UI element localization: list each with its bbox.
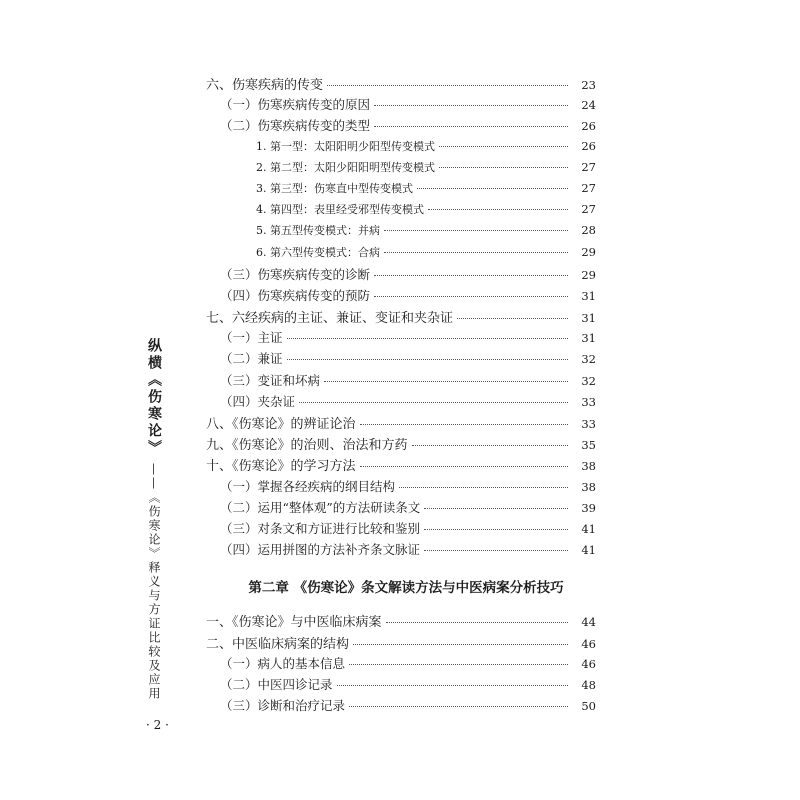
toc-entry-label: （一）掌握各经疾病的纲目结构: [220, 478, 396, 494]
toc-entry[interactable]: [206, 675, 596, 696]
toc-entry[interactable]: [206, 633, 596, 654]
leader-dots: [384, 230, 568, 231]
leader-dots: [349, 664, 568, 665]
leader-dots: [417, 188, 568, 189]
leader-dots: [324, 381, 568, 382]
toc-entry[interactable]: [206, 74, 596, 95]
toc-entry-label: 一、《伤寒论》与中医临床病案: [206, 615, 382, 631]
toc-entry-label: （一）主证: [220, 330, 283, 346]
toc-entry-page: 50: [581, 699, 596, 714]
toc-entry-page: 32: [581, 352, 596, 367]
toc-entry-page: 39: [581, 500, 596, 515]
toc-entry[interactable]: [206, 307, 596, 328]
toc-entry[interactable]: [206, 392, 596, 413]
toc-entry-page: 33: [581, 417, 596, 431]
toc-entry-label: 5. 第五型传变模式：并病: [256, 224, 380, 238]
book-title: 纵横《伤寒论》: [146, 338, 162, 457]
leader-dots: [287, 338, 568, 339]
toc-entry[interactable]: [206, 159, 596, 180]
leader-dots: [337, 685, 568, 686]
leader-dots: [439, 146, 568, 147]
leader-dots: [353, 644, 568, 645]
toc-entry-page: 31: [581, 288, 596, 303]
leader-dots: [386, 622, 568, 623]
book-spine-title: [146, 338, 162, 701]
page-number: · 2 ·: [146, 718, 169, 732]
book-subtitle: ——《伤寒论》释义与方证比较及应用: [147, 463, 161, 701]
toc-entry[interactable]: [206, 95, 596, 116]
toc-entry-label: （一）伤寒疾病传变的原因: [220, 97, 371, 113]
toc-entry-label: 3. 第三型：伤寒直中型传变模式: [256, 181, 413, 195]
leader-dots: [287, 359, 568, 360]
table-of-contents: [206, 74, 596, 717]
toc-section-2: [206, 611, 596, 717]
toc-entry-label: 二、中医临床病案的结构: [206, 636, 350, 652]
toc-entry-label: 六、伤寒疾病的传变: [206, 78, 324, 93]
leader-dots: [384, 252, 568, 253]
leader-dots: [439, 167, 568, 168]
toc-entry[interactable]: [206, 116, 596, 137]
toc-entry[interactable]: [206, 498, 596, 519]
toc-entry-page: 27: [581, 202, 596, 217]
toc-entry-label: （一）病人的基本信息: [220, 655, 346, 671]
toc-entry-label: （二）运用“整体观”的方法研读条文: [220, 499, 421, 515]
toc-entry-page: 29: [581, 244, 596, 259]
toc-entry-page: 27: [581, 159, 596, 174]
toc-entry[interactable]: [206, 286, 596, 307]
toc-entry-label: （二）中医四诊记录: [220, 676, 333, 692]
toc-entry-label: 七、六经疾病的主证、兼证、变证和夹杂证: [206, 311, 454, 327]
leader-dots: [412, 445, 568, 446]
toc-entry-page: 31: [581, 311, 596, 326]
toc-entry[interactable]: [206, 611, 596, 632]
toc-entry-page: 38: [581, 459, 596, 474]
leader-dots: [327, 85, 568, 86]
leader-dots: [374, 296, 568, 297]
toc-entry-page: 46: [581, 656, 596, 671]
toc-entry-label: 1. 第一型：太阳阳明少阳型传变模式: [256, 139, 435, 153]
toc-entry-page: 24: [581, 98, 596, 113]
toc-entry[interactable]: [206, 265, 596, 286]
toc-entry-label: （三）伤寒疾病传变的诊断: [220, 266, 371, 282]
leader-dots: [424, 529, 568, 530]
toc-entry-label: （二）伤寒疾病传变的类型: [220, 118, 371, 134]
toc-entry-label: （三）诊断和治疗记录: [220, 698, 346, 714]
toc-entry[interactable]: [206, 434, 596, 455]
chapter-heading: 第二章 《伤寒论》条文解读方法与中医病案分析技巧: [248, 580, 564, 597]
leader-dots: [374, 275, 568, 276]
toc-section-1: [206, 74, 596, 561]
leader-dots: [399, 487, 568, 488]
toc-entry-page: 48: [581, 677, 596, 692]
leader-dots: [457, 318, 568, 319]
toc-entry-label: （三）变证和坏病: [220, 372, 321, 388]
leader-dots: [374, 126, 568, 127]
toc-entry-page: 29: [581, 267, 596, 282]
toc-entry[interactable]: [206, 138, 596, 159]
toc-entry-label: （四）运用拼图的方法补齐条文脉证: [220, 542, 421, 558]
leader-dots: [424, 508, 568, 509]
toc-entry-label: 九、《伤寒论》的治则、治法和方药: [206, 438, 408, 454]
toc-entry-page: 41: [581, 543, 596, 558]
toc-entry-page: 32: [581, 373, 596, 388]
toc-entry-page: 26: [581, 119, 596, 134]
toc-entry[interactable]: [206, 201, 596, 222]
toc-entry-page: 35: [581, 438, 596, 453]
toc-entry[interactable]: [206, 455, 596, 476]
toc-entry-page: 31: [581, 331, 596, 346]
toc-entry-label: 八、《伤寒论》的辨证论治: [206, 417, 356, 432]
toc-entry-page: 46: [581, 636, 596, 651]
toc-entry[interactable]: [206, 222, 596, 243]
toc-entry[interactable]: [206, 696, 596, 717]
toc-entry-page: 33: [581, 394, 596, 409]
toc-entry-label: （四）伤寒疾病传变的预防: [220, 287, 371, 303]
leader-dots: [360, 424, 568, 425]
toc-entry[interactable]: [206, 519, 596, 540]
toc-entry[interactable]: [206, 413, 596, 434]
toc-entry-page: 27: [581, 180, 596, 195]
toc-entry-page: 44: [581, 615, 596, 630]
toc-entry[interactable]: [206, 540, 596, 561]
toc-entry[interactable]: [206, 349, 596, 370]
leader-dots: [299, 402, 568, 403]
leader-dots: [360, 466, 568, 467]
toc-entry-label: 4. 第四型：表里经受邪型传变模式: [256, 203, 424, 217]
toc-entry-page: 38: [581, 479, 596, 494]
toc-entry-label: （二）兼证: [220, 351, 283, 367]
toc-entry-label: 2. 第二型：太阳少阳阳明型传变模式: [256, 160, 435, 174]
toc-entry[interactable]: [206, 180, 596, 201]
toc-entry[interactable]: [206, 654, 596, 675]
toc-entry-page: 41: [581, 521, 596, 536]
toc-entry-label: （四）夹杂证: [220, 393, 296, 409]
toc-entry[interactable]: [206, 371, 596, 392]
leader-dots: [428, 209, 568, 210]
leader-dots: [374, 105, 568, 106]
toc-entry-label: 十、《伤寒论》的学习方法: [206, 459, 356, 475]
toc-entry-label: 6. 第六型传变模式：合病: [256, 245, 380, 259]
leader-dots: [424, 550, 568, 551]
toc-entry-label: （三）对条文和方证进行比较和鉴别: [220, 520, 421, 536]
leader-dots: [349, 706, 568, 707]
toc-entry[interactable]: [206, 477, 596, 498]
toc-entry[interactable]: [206, 244, 596, 265]
toc-entry[interactable]: [206, 328, 596, 349]
toc-entry-page: 28: [581, 223, 596, 238]
toc-entry-page: 23: [581, 78, 596, 92]
toc-entry-page: 26: [581, 138, 596, 153]
